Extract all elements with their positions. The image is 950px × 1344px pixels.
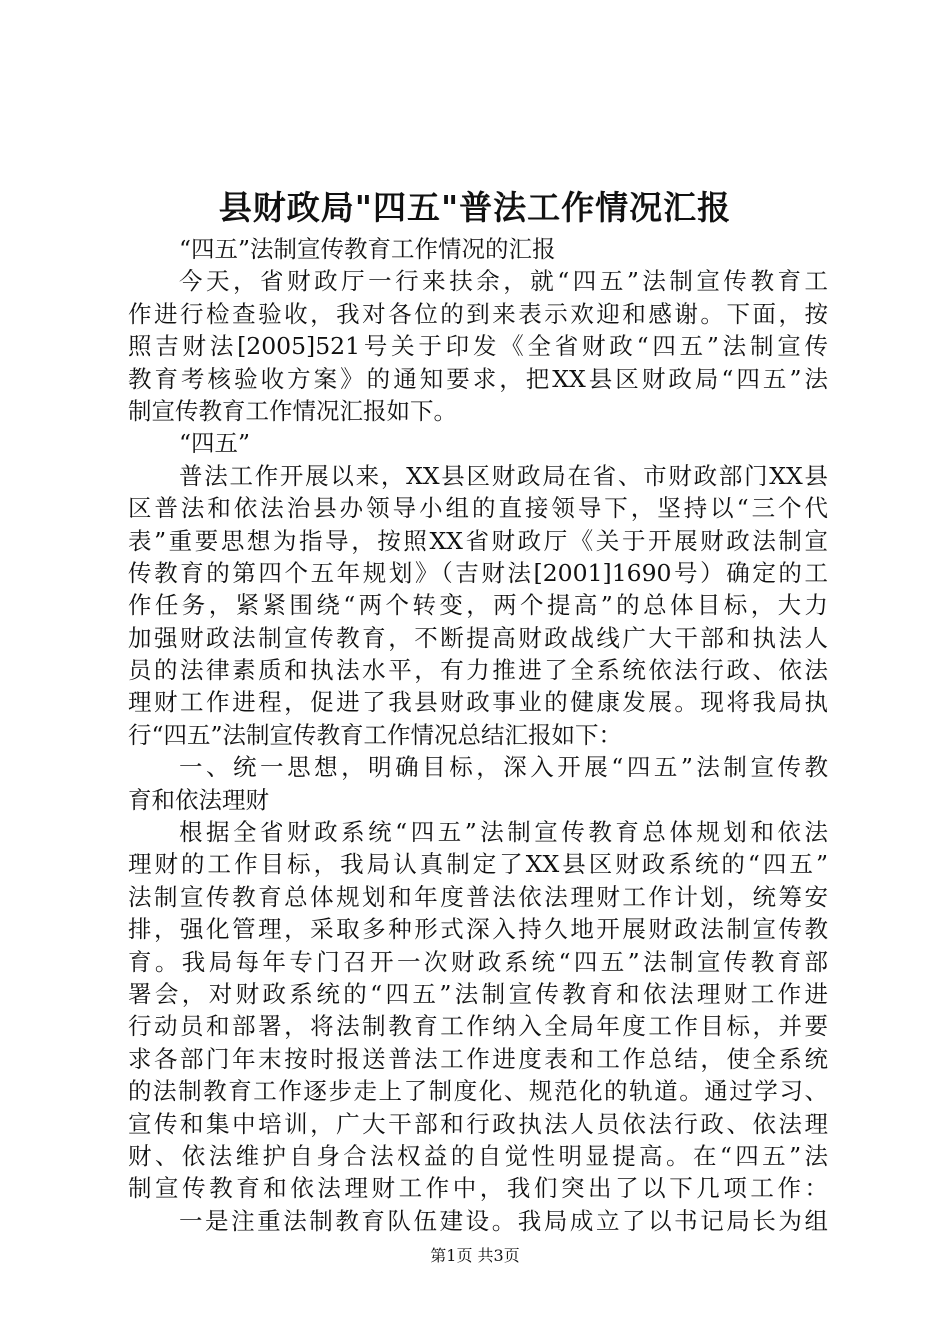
paragraph-line: 制宣传教育和依法理财工作中，我们突出了以下几项工作： [128,1174,828,1203]
paragraph-line: 作进行检查验收，我对各位的到来表示欢迎和感谢。下面，按 [128,299,828,328]
paragraph-line: 一、统一思想，明确目标，深入开展“四五”法制宣传教 [179,753,828,782]
paragraph-line: 行“四五”法制宣传教育工作情况总结汇报如下： [128,720,623,749]
paragraph-line: 宣传和集中培训，广大干部和行政执法人员依法行政、依法理 [128,1109,828,1138]
paragraph-line: “四五”法制宣传教育工作情况的汇报 [179,235,556,263]
paragraph-line: 行动员和部署，将法制教育工作纳入全局年度工作目标，并要 [128,1012,828,1041]
paragraph-line: 员的法律素质和执法水平，有力推进了全系统依法行政、依法 [128,656,828,685]
paragraph-line: 理财工作进程，促进了我县财政事业的健康发展。现将我局执 [128,688,828,717]
paragraph-line: 加强财政法制宣传教育，不断提高财政战线广大干部和执法人 [128,623,828,652]
paragraph-line: 根据全省财政系统“四五”法制宣传教育总体规划和依法 [179,818,828,847]
document-body [128,233,828,1237]
paragraph-line: 普法工作开展以来，XX县区财政局在省、市财政部门XX县 [179,461,828,490]
paragraph-line: 表”重要思想为指导，按照XX省财政厅《关于开展财政法制宣 [128,526,828,555]
paragraph-line: 财、依法维护自身合法权益的自觉性明显提高。在“四五”法 [128,1141,828,1170]
paragraph-line: 排，强化管理，采取多种形式深入持久地开展财政法制宣传教 [128,915,828,944]
paragraph-line: 今天，省财政厅一行来扶余，就“四五”法制宣传教育工 [179,267,828,296]
paragraph-line: 署会，对财政系统的“四五”法制宣传教育和依法理财工作进 [128,979,828,1008]
document-title: 县财政局"四五"普法工作情况汇报 [218,188,732,227]
paragraph-line: 一是注重法制教育队伍建设。我局成立了以书记局长为组 [179,1206,828,1235]
paragraph-line: 传教育的第四个五年规划》（吉财法[2001]1690号）确定的工 [128,558,828,587]
paragraph-line: 育和依法理财 [128,785,269,814]
paragraph-line: 照吉财法[2005]521号关于印发《全省财政“四五”法制宣传 [128,332,828,361]
paragraph-line: 求各部门年末按时报送普法工作进度表和工作总结，使全系统 [128,1044,828,1073]
paragraph-line: 教育考核验收方案》的通知要求，把XX县区财政局“四五”法 [128,364,828,393]
page-footer: 第1页 共3页 [430,1246,520,1265]
paragraph-line: 法制宣传教育总体规划和年度普法依法理财工作计划，统筹安 [128,882,828,911]
paragraph-line: 制宣传教育工作情况汇报如下。 [128,396,457,425]
paragraph-line: “四五” [179,429,251,458]
paragraph-line: 作任务，紧紧围绕“两个转变，两个提高”的总体目标，大力 [128,591,828,620]
paragraph-line: 育。我局每年专门召开一次财政系统“四五”法制宣传教育部 [128,947,828,976]
paragraph-line: 的法制教育工作逐步走上了制度化、规范化的轨道。通过学习、 [128,1077,828,1106]
paragraph-line: 区普法和依法治县办领导小组的直接领导下，坚持以“三个代 [128,494,828,523]
paragraph-line: 理财的工作目标，我局认真制定了XX县区财政系统的“四五” [128,850,828,879]
